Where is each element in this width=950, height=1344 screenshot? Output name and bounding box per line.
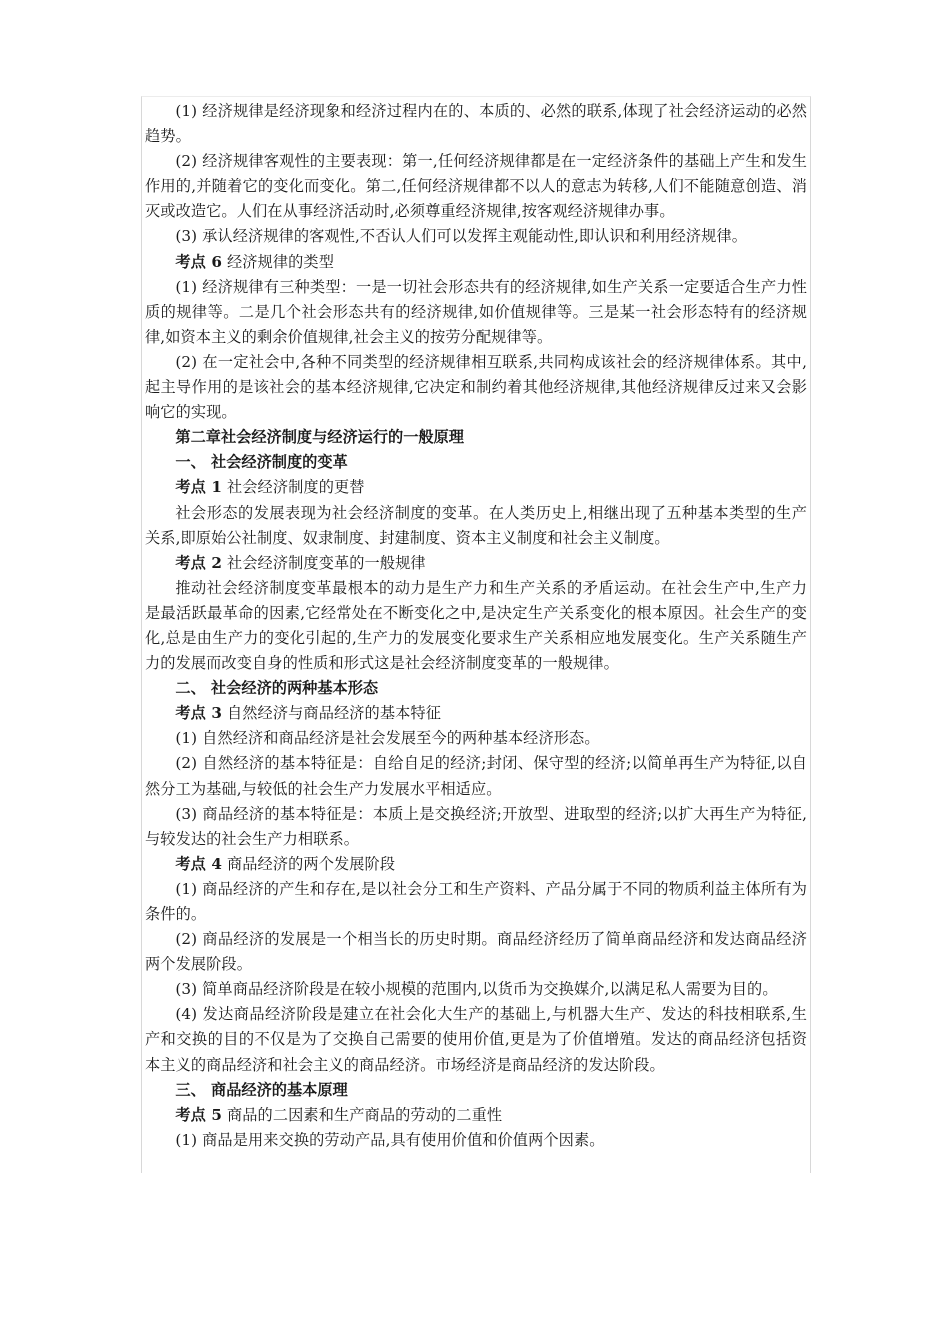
paragraph: (2) 商品经济的发展是一个相当长的历史时期。商品经济经历了简单商品经济和发达商品经济两个发展阶段。 xyxy=(145,930,807,974)
exam-point-label: 考点 6 xyxy=(175,252,223,271)
exam-point-heading xyxy=(145,475,807,500)
exam-point-title: 社会经济制度的更替 xyxy=(226,478,365,497)
paragraph: (1) 商品经济的产生和存在,是以社会分工和生产资料、产品分属于不同的物质利益主体所有为条件的。 xyxy=(145,879,807,923)
exam-point-title: 经济规律的类型 xyxy=(226,252,334,271)
paragraph: (1) 自然经济和商品经济是社会发展至今的两种基本经济形态。 xyxy=(175,729,600,748)
exam-point-label: 考点 5 xyxy=(175,1105,223,1124)
exam-point-heading xyxy=(145,701,807,726)
paragraph: (2) 自然经济的基本特征是：自给自足的经济;封闭、保守型的经济;以简单再生产为特征,以自然分工为基础,与较低的社会生产力发展水平相适应。 xyxy=(145,754,807,798)
section-heading: 第二章社会经济制度与经济运行的一般原理 xyxy=(175,428,464,447)
paragraph: (1) 商品是用来交换的劳动产品,具有使用价值和价值两个因素。 xyxy=(175,1130,605,1149)
paragraph: 推动社会经济制度变革最根本的动力是生产力和生产关系的矛盾运动。在社会生产中,生产力是最活跃最革命的因素,它经常处在不断变化之中,是决定生产关系变化的根本原因。社会生产的变化,总是由生产力的变化引起的,生产力的发展变化要求生产关系相应地发展变化。生产关系随生产力的发展而改变自身的性质和形式这是社会经济制度变革的一般规律。 xyxy=(145,578,807,673)
paragraph: (2) 在一定社会中,各种不同类型的经济规律相互联系,共同构成该社会的经济规律体系。其中,起主导作用的是该社会的基本经济规律,它决定和制约着其他经济规律,其他经济规律反过来又会影响它的实现。 xyxy=(145,352,807,422)
paragraph: (1) 经济规律是经济现象和经济过程内在的、本质的、必然的联系,体现了社会经济运动的必然趋势。 xyxy=(145,102,807,146)
exam-point-heading xyxy=(145,852,807,877)
paragraph: 社会形态的发展表现为社会经济制度的变革。在人类历史上,相继出现了五种基本类型的生产关系,即原始公社制度、奴隶制度、封建制度、资本主义制度和社会主义制度。 xyxy=(145,503,807,547)
paragraph: (3) 商品经济的基本特征是：本质上是交换经济;开放型、进取型的经济;以扩大再生产为特征,与较发达的社会生产力相联系。 xyxy=(145,804,807,848)
exam-point-label: 考点 1 xyxy=(175,478,223,497)
exam-point-title: 社会经济制度变革的一般规律 xyxy=(226,553,426,572)
section-heading: 一、 社会经济制度的变革 xyxy=(175,453,348,472)
exam-point-label: 考点 2 xyxy=(175,553,223,572)
exam-point-heading xyxy=(145,551,807,576)
section-heading: 三、 商品经济的基本原理 xyxy=(175,1080,348,1099)
document-body xyxy=(145,99,807,1153)
paragraph: (1) 经济规律有三种类型：一是一切社会形态共有的经济规律,如生产关系一定要适合生产力性质的规律等。二是几个社会形态共有的经济规律,如价值规律等。三是某一社会形态特有的经济规律,如资本主义的剩余价值规律,社会主义的按劳分配规律等。 xyxy=(145,277,807,346)
exam-point-heading xyxy=(145,250,807,275)
exam-point-title: 商品经济的两个发展阶段 xyxy=(226,854,396,873)
section-heading: 二、 社会经济的两种基本形态 xyxy=(175,679,379,698)
exam-point-label: 考点 4 xyxy=(175,854,223,873)
paragraph: (3) 简单商品经济阶段是在较小规模的范围内,以货币为交换媒介,以满足私人需要为目的。 xyxy=(175,980,778,999)
exam-point-title: 商品的二因素和生产商品的劳动的二重性 xyxy=(226,1105,503,1124)
exam-point-title: 自然经济与商品经济的基本特征 xyxy=(226,704,441,723)
paragraph: (4) 发达商品经济阶段是建立在社会化大生产的基础上,与机器大生产、发达的科技相联系,生产和交换的目的不仅是为了交换自己需要的使用价值,更是为了价值增殖。发达的商品经济包括资本主义的商品经济和社会主义的商品经济。市场经济是商品经济的发达阶段。 xyxy=(145,1005,807,1074)
paragraph: (2) 经济规律客观性的主要表现：第一,任何经济规律都是在一定经济条件的基础上产生和发生作用的,并随着它的变化而变化。第二,任何经济规律都不以人的意志为转移,人们不能随意创造、消灭或改造它。人们在从事经济活动时,必须尊重经济规律,按客观经济规律办事。 xyxy=(145,152,807,221)
exam-point-label: 考点 3 xyxy=(175,704,223,723)
exam-point-heading xyxy=(145,1103,807,1128)
paragraph: (3) 承认经济规律的客观性,不否认人们可以发挥主观能动性,即认识和利用经济规律。 xyxy=(175,227,748,246)
